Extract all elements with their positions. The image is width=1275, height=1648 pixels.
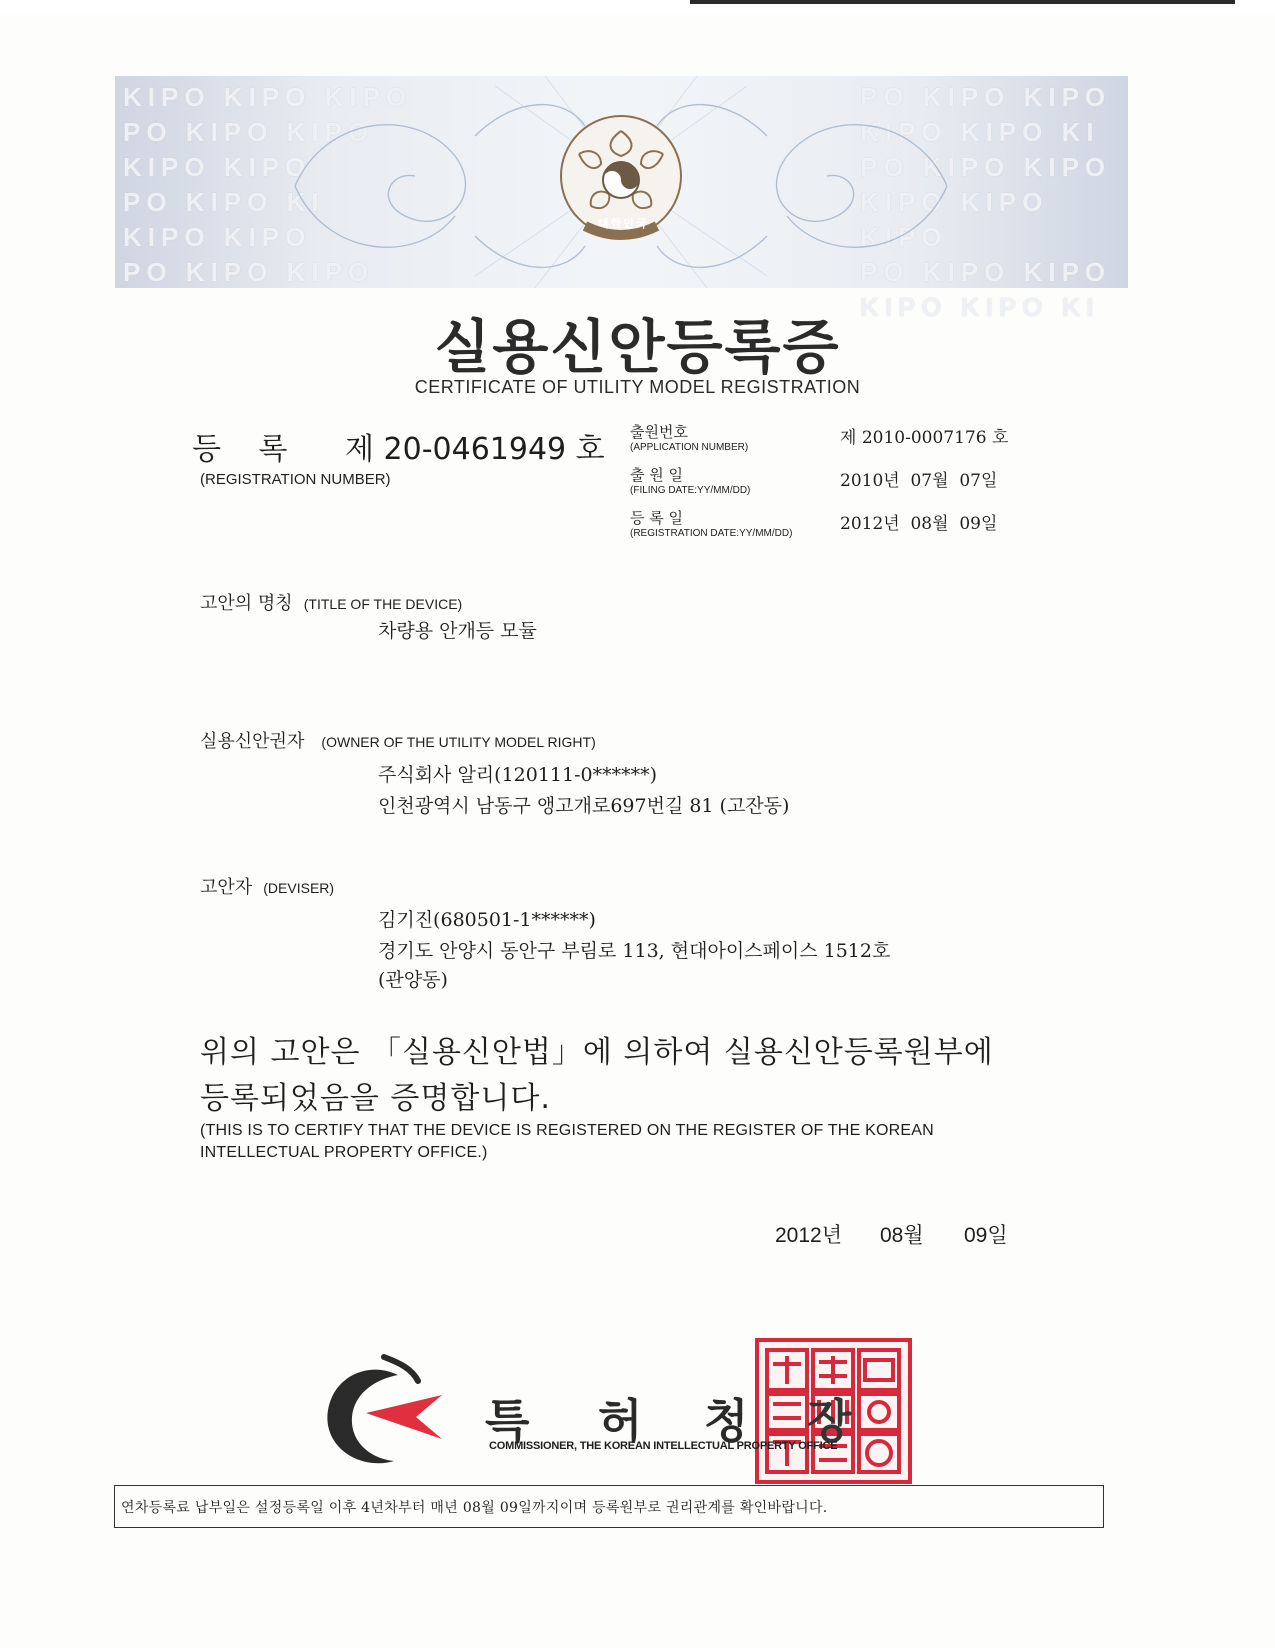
ornament-pattern: [115, 76, 1128, 288]
owner-name: 주식회사 알리(120111-0******): [378, 764, 658, 786]
office-char-4: 장: [807, 1394, 852, 1448]
issue-date-year: 2012년: [775, 1224, 843, 1247]
certificate-title-english: CERTIFICATE OF UTILITY MODEL REGISTRATION: [414, 377, 861, 397]
deviser-name: 김기진(680501-1******): [378, 909, 596, 931]
annual-fee-notice: 연차등록료 납부일은 설정등록일 이후 4년차부터 매년 08월 09일까지이며 등록원부로 권리관계를 확인바랍니다.: [121, 1500, 828, 1516]
deviser-label: 고안자 (DEVISER): [200, 877, 335, 898]
registration-date-value: 2012년 08월 09일: [840, 514, 998, 534]
registration-date-label: 등 록 일 (REGISTRATION DATE:YY/MM/DD): [630, 509, 793, 539]
issue-date-day: 09일: [964, 1224, 1008, 1247]
certification-statement-english: (THIS IS TO CERTIFY THAT THE DEVICE IS REGISTERED ON THE REGISTER OF THE KOREAN INTELLECTUAL PROPERTY OFFICE.): [200, 1122, 934, 1161]
watermark-left: KIPO KIPO KIPO PO KIPO KIPO KIPO KIPO PO KIPO KI KIPO KIPO PO KIPO KIPO: [123, 82, 413, 287]
application-number-value: 제 2010-0007176 호: [840, 428, 1009, 448]
owner-address: 인천광역시 남동구 앵고개로697번길 81 (고잔동): [378, 795, 790, 817]
device-title-label: 고안의 명칭 (TITLE OF THE DEVICE): [200, 593, 463, 614]
office-name-english: COMMISSIONER, THE KOREAN INTELLECTUAL PROPERTY OFFICE: [489, 1440, 838, 1452]
registration-label-english: (REGISTRATION NUMBER): [200, 471, 391, 488]
watermark-right: PO KIPO KIPO KIPO KIPO KI PO KIPO KIPO KIPO KIPO KIPO PO KIPO KIPO KIPO KIPO KI: [860, 82, 1112, 322]
application-number-label: 출원번호 (APPLICATION NUMBER): [630, 423, 749, 453]
owner-label: 실용신안권자 (OWNER OF THE UTILITY MODEL RIGHT): [200, 731, 596, 752]
office-char-1: 특: [485, 1394, 530, 1448]
filing-date-label: 출 원 일 (FILING DATE:YY/MM/DD): [630, 466, 751, 496]
security-banner: [115, 76, 1128, 322]
issue-date-month: 08월: [880, 1224, 924, 1247]
office-char-2: 허: [598, 1394, 643, 1448]
scan-top-edge: [0, 0, 1275, 14]
certificate-title-korean: 실용신안등록증: [434, 313, 841, 381]
certification-statement-korean: 위의 고안은 「실용신안법」에 의하여 실용신안등록원부에 등록되었음을 증명합니다.: [200, 1035, 994, 1116]
emblem-label: 대한민국: [598, 218, 649, 230]
registration-label-korean: 등 록: [192, 432, 302, 467]
annual-fee-notice-box: [114, 1485, 1104, 1528]
device-title-value: 차량용 안개등 모듈: [378, 620, 537, 642]
registration-number: 제 20-0461949 호: [345, 432, 605, 467]
office-char-3: 청: [704, 1394, 749, 1448]
kipo-logo-icon: [320, 1355, 450, 1470]
filing-date-value: 2010년 07월 07일: [840, 471, 998, 491]
deviser-address-line2: (관양동): [378, 969, 448, 991]
deviser-address-line1: 경기도 안양시 동안구 부림로 113, 현대아이스페이스 1512호: [378, 940, 891, 962]
